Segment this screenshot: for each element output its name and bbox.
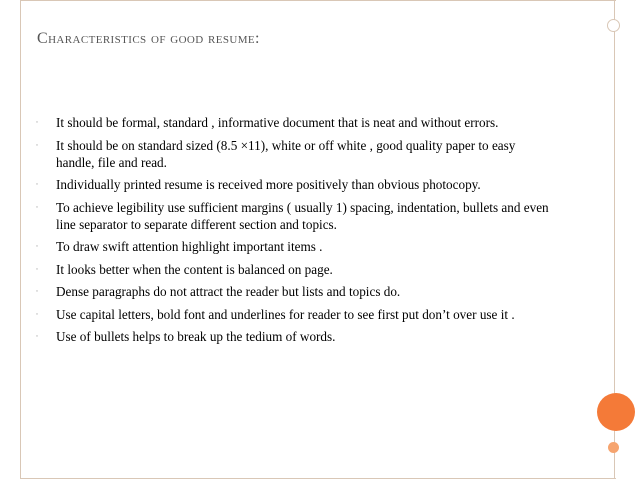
bullet-text: To achieve legibility use sufficient margins ( usually 1) spacing, indentation, bullets and even line separator to separate different section and topics. [56,199,549,232]
bullet-text: It should be on standard sized (8.5 ×11), white or off white , good quality paper to easy handle, file and read. [56,137,516,170]
bullet-item [32,176,552,193]
bullet-icon: · [35,139,39,150]
bullet-text: It looks better when the content is balanced on page. [56,261,333,277]
bullet-text: Use of bullets helps to break up the tedium of words. [56,329,336,344]
decorative-circle-small [608,442,619,453]
decorative-circle-outline [607,19,620,32]
bullet-text: Dense paragraphs do not attract the reader but lists and topics do. [56,284,401,299]
bullet-item [32,306,552,323]
bullet-icon: · [35,179,39,189]
bullet-icon: · [35,117,39,127]
bullet-text: Individually printed resume is received more positively than obvious photocopy. [56,177,481,192]
bullet-icon: · [35,201,39,212]
slide-border-top [20,0,616,1]
bullet-item [32,238,552,255]
bullet-icon: · [35,286,39,296]
bullet-icon: · [35,308,39,319]
bullet-text: Use capital letters, bold font and underlines for reader to see first put don’t over use it . [56,306,515,322]
bullet-item [32,283,552,300]
bullet-item [32,328,552,345]
bullet-list [32,114,552,351]
bullet-item [32,199,552,233]
bullet-text: To draw swift attention highlight important items . [56,239,323,254]
bullet-icon: · [35,263,39,274]
bullet-text: It should be formal, standard , informative document that is neat and without errors. [56,115,499,130]
bullet-icon: · [35,331,39,341]
decorative-circle-orange [597,393,635,431]
bullet-icon: · [35,241,39,251]
slide-title: Characteristics of good resume: [37,30,260,47]
bullet-item [32,114,552,131]
bullet-item [32,137,552,171]
bullet-item [32,261,552,278]
slide-border-left [20,0,21,479]
